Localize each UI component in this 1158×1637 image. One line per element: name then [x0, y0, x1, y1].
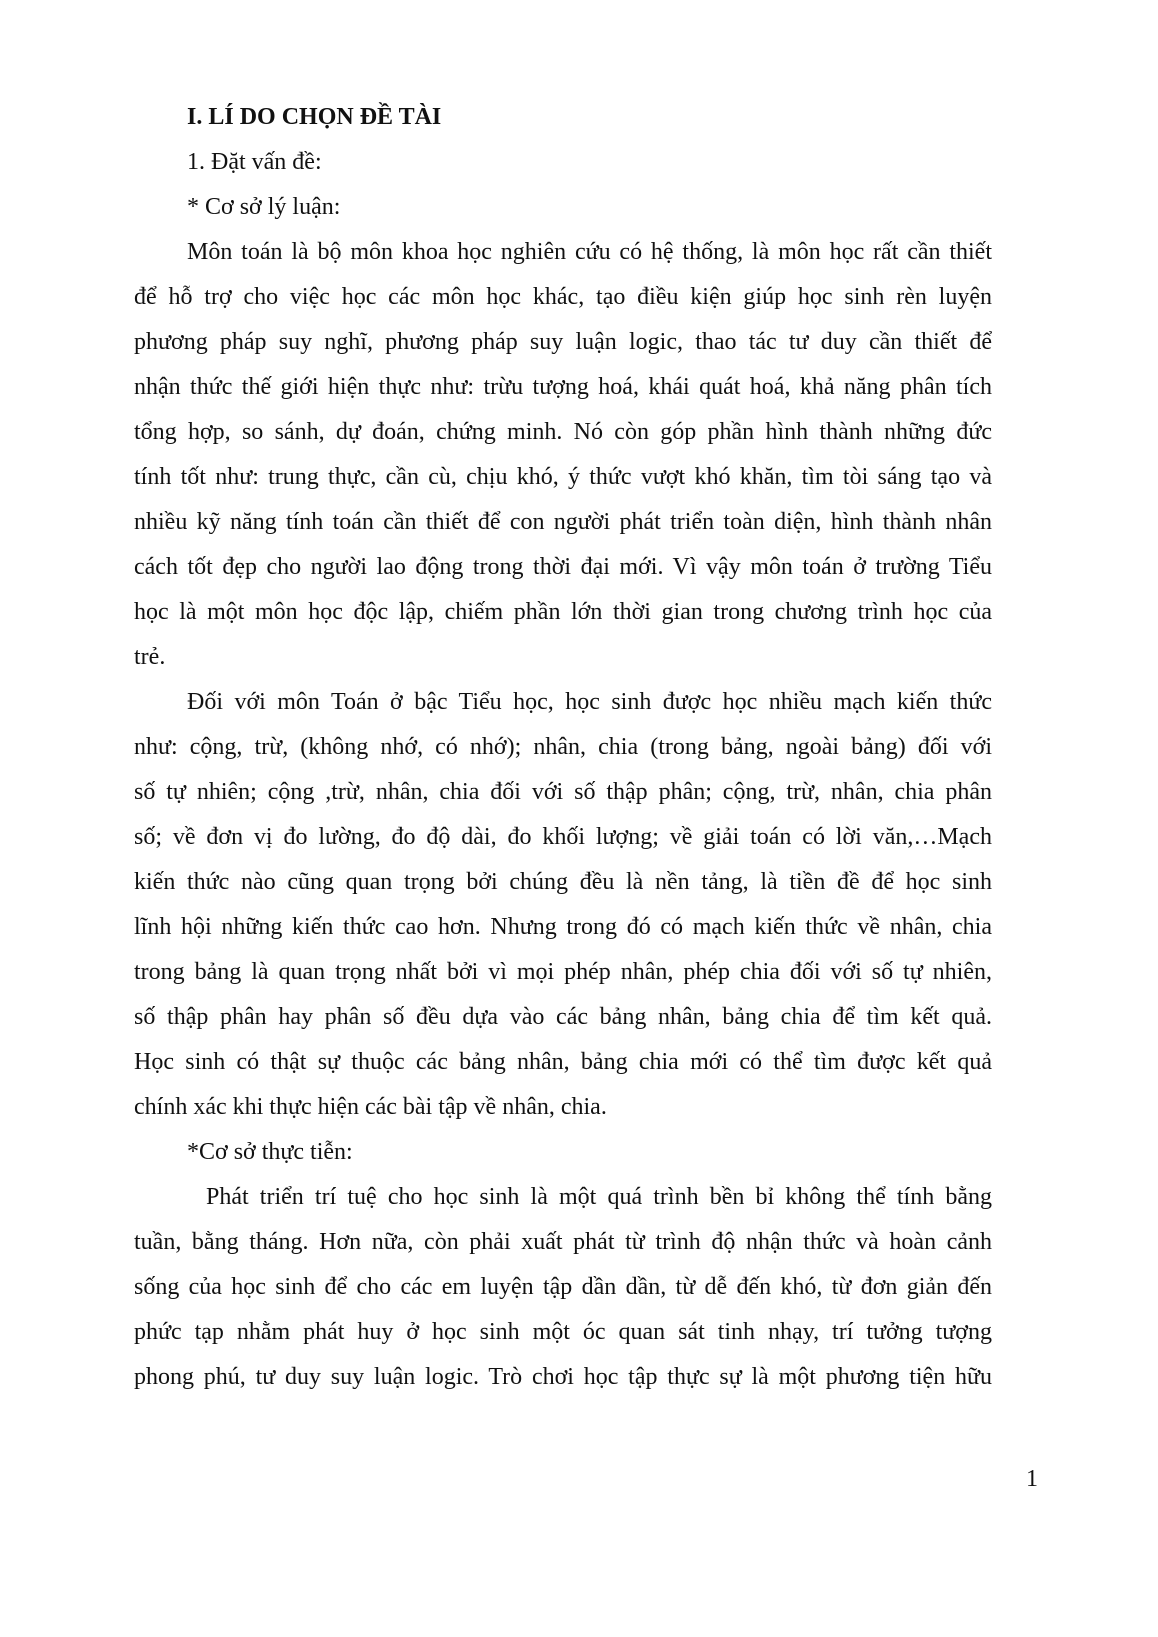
text-line: nhận thức thế giới hiện thực như: trừu tượng hoá, khái quát hoá, khả năng phân tích [134, 374, 992, 400]
page-number: 1 [1026, 1466, 1038, 1492]
text-line: Học sinh có thật sự thuộc các bảng nhân, bảng chia mới có thể tìm được kết quả [134, 1049, 992, 1075]
text-line: kiến thức nào cũng quan trọng bởi chúng đều là nền tảng, là tiền đề để học sinh [134, 869, 992, 895]
text-line: nhiều kỹ năng tính toán cần thiết để con người phát triển toàn diện, hình thành nhân [134, 509, 992, 535]
text-line: Đối với môn Toán ở bậc Tiểu học, học sinh được học nhiều mạch kiến thức [187, 689, 992, 715]
text-line: số thập phân hay phân số đều dựa vào các bảng nhân, bảng chia để tìm kết quả. [134, 1004, 992, 1030]
text-line: lĩnh hội những kiến thức cao hơn. Nhưng trong đó có mạch kiến thức về nhân, chia [134, 914, 992, 940]
text-line: trong bảng là quan trọng nhất bởi vì mọi phép nhân, phép chia đối với số tự nhiên, [134, 959, 992, 985]
text-line: Phát triển trí tuệ cho học sinh là một quá trình bền bỉ không thể tính bằng [206, 1184, 992, 1210]
section-heading: I. LÍ DO CHỌN ĐỀ TÀI [187, 104, 442, 130]
paragraph-3 [134, 1175, 992, 1400]
text-line: phương pháp suy nghĩ, phương pháp suy luận logic, thao tác tư duy cần thiết để [134, 329, 992, 355]
text-line: chính xác khi thực hiện các bài tập về nhân, chia. [134, 1094, 607, 1120]
subheading: 1. Đặt vấn đề: [187, 149, 322, 175]
text-line: tính tốt như: trung thực, cần cù, chịu khó, ý thức vượt khó khăn, tìm tòi sáng tạo và [134, 464, 992, 490]
text-line: số; về đơn vị đo lường, đo độ dài, đo khối lượng; về giải toán có lời văn,…Mạch [134, 824, 992, 850]
text-line: số tự nhiên; cộng ,trừ, nhân, chia đối với số thập phân; cộng, trừ, nhân, chia phân [134, 779, 992, 805]
section-title-practice: *Cơ sở thực tiễn: [187, 1139, 353, 1165]
text-line: như: cộng, trừ, (không nhớ, có nhớ); nhân, chia (trong bảng, ngoài bảng) đối với [134, 734, 992, 760]
text-line: tuần, bằng tháng. Hơn nữa, còn phải xuất phát từ trình độ nhận thức và hoàn cảnh [134, 1229, 992, 1255]
text-line: Môn toán là bộ môn khoa học nghiên cứu có hệ thống, là môn học rất cần thiết [187, 239, 992, 265]
text-line: tổng hợp, so sánh, dự đoán, chứng minh. Nó còn góp phần hình thành những đức [134, 419, 992, 445]
paragraph-2 [134, 680, 992, 1130]
text-line: phức tạp nhằm phát huy ở học sinh một óc quan sát tinh nhạy, trí tưởng tượng [134, 1319, 992, 1345]
text-line: để hỗ trợ cho việc học các môn học khác, tạo điều kiện giúp học sinh rèn luyện [134, 284, 992, 310]
text-line: sống của học sinh để cho các em luyện tập dần dần, từ dễ đến khó, từ đơn giản đến [134, 1274, 992, 1300]
document-body [134, 95, 992, 1400]
section-title-theory: * Cơ sở lý luận: [187, 194, 341, 220]
text-line: học là một môn học độc lập, chiếm phần lớn thời gian trong chương trình học của [134, 599, 992, 625]
text-line: cách tốt đẹp cho người lao động trong thời đại mới. Vì vậy môn toán ở trường Tiểu [134, 554, 992, 580]
text-line: phong phú, tư duy suy luận logic. Trò chơi học tập thực sự là một phương tiện hữu [134, 1364, 992, 1390]
paragraph-1 [134, 230, 992, 680]
text-line: trẻ. [134, 644, 166, 670]
